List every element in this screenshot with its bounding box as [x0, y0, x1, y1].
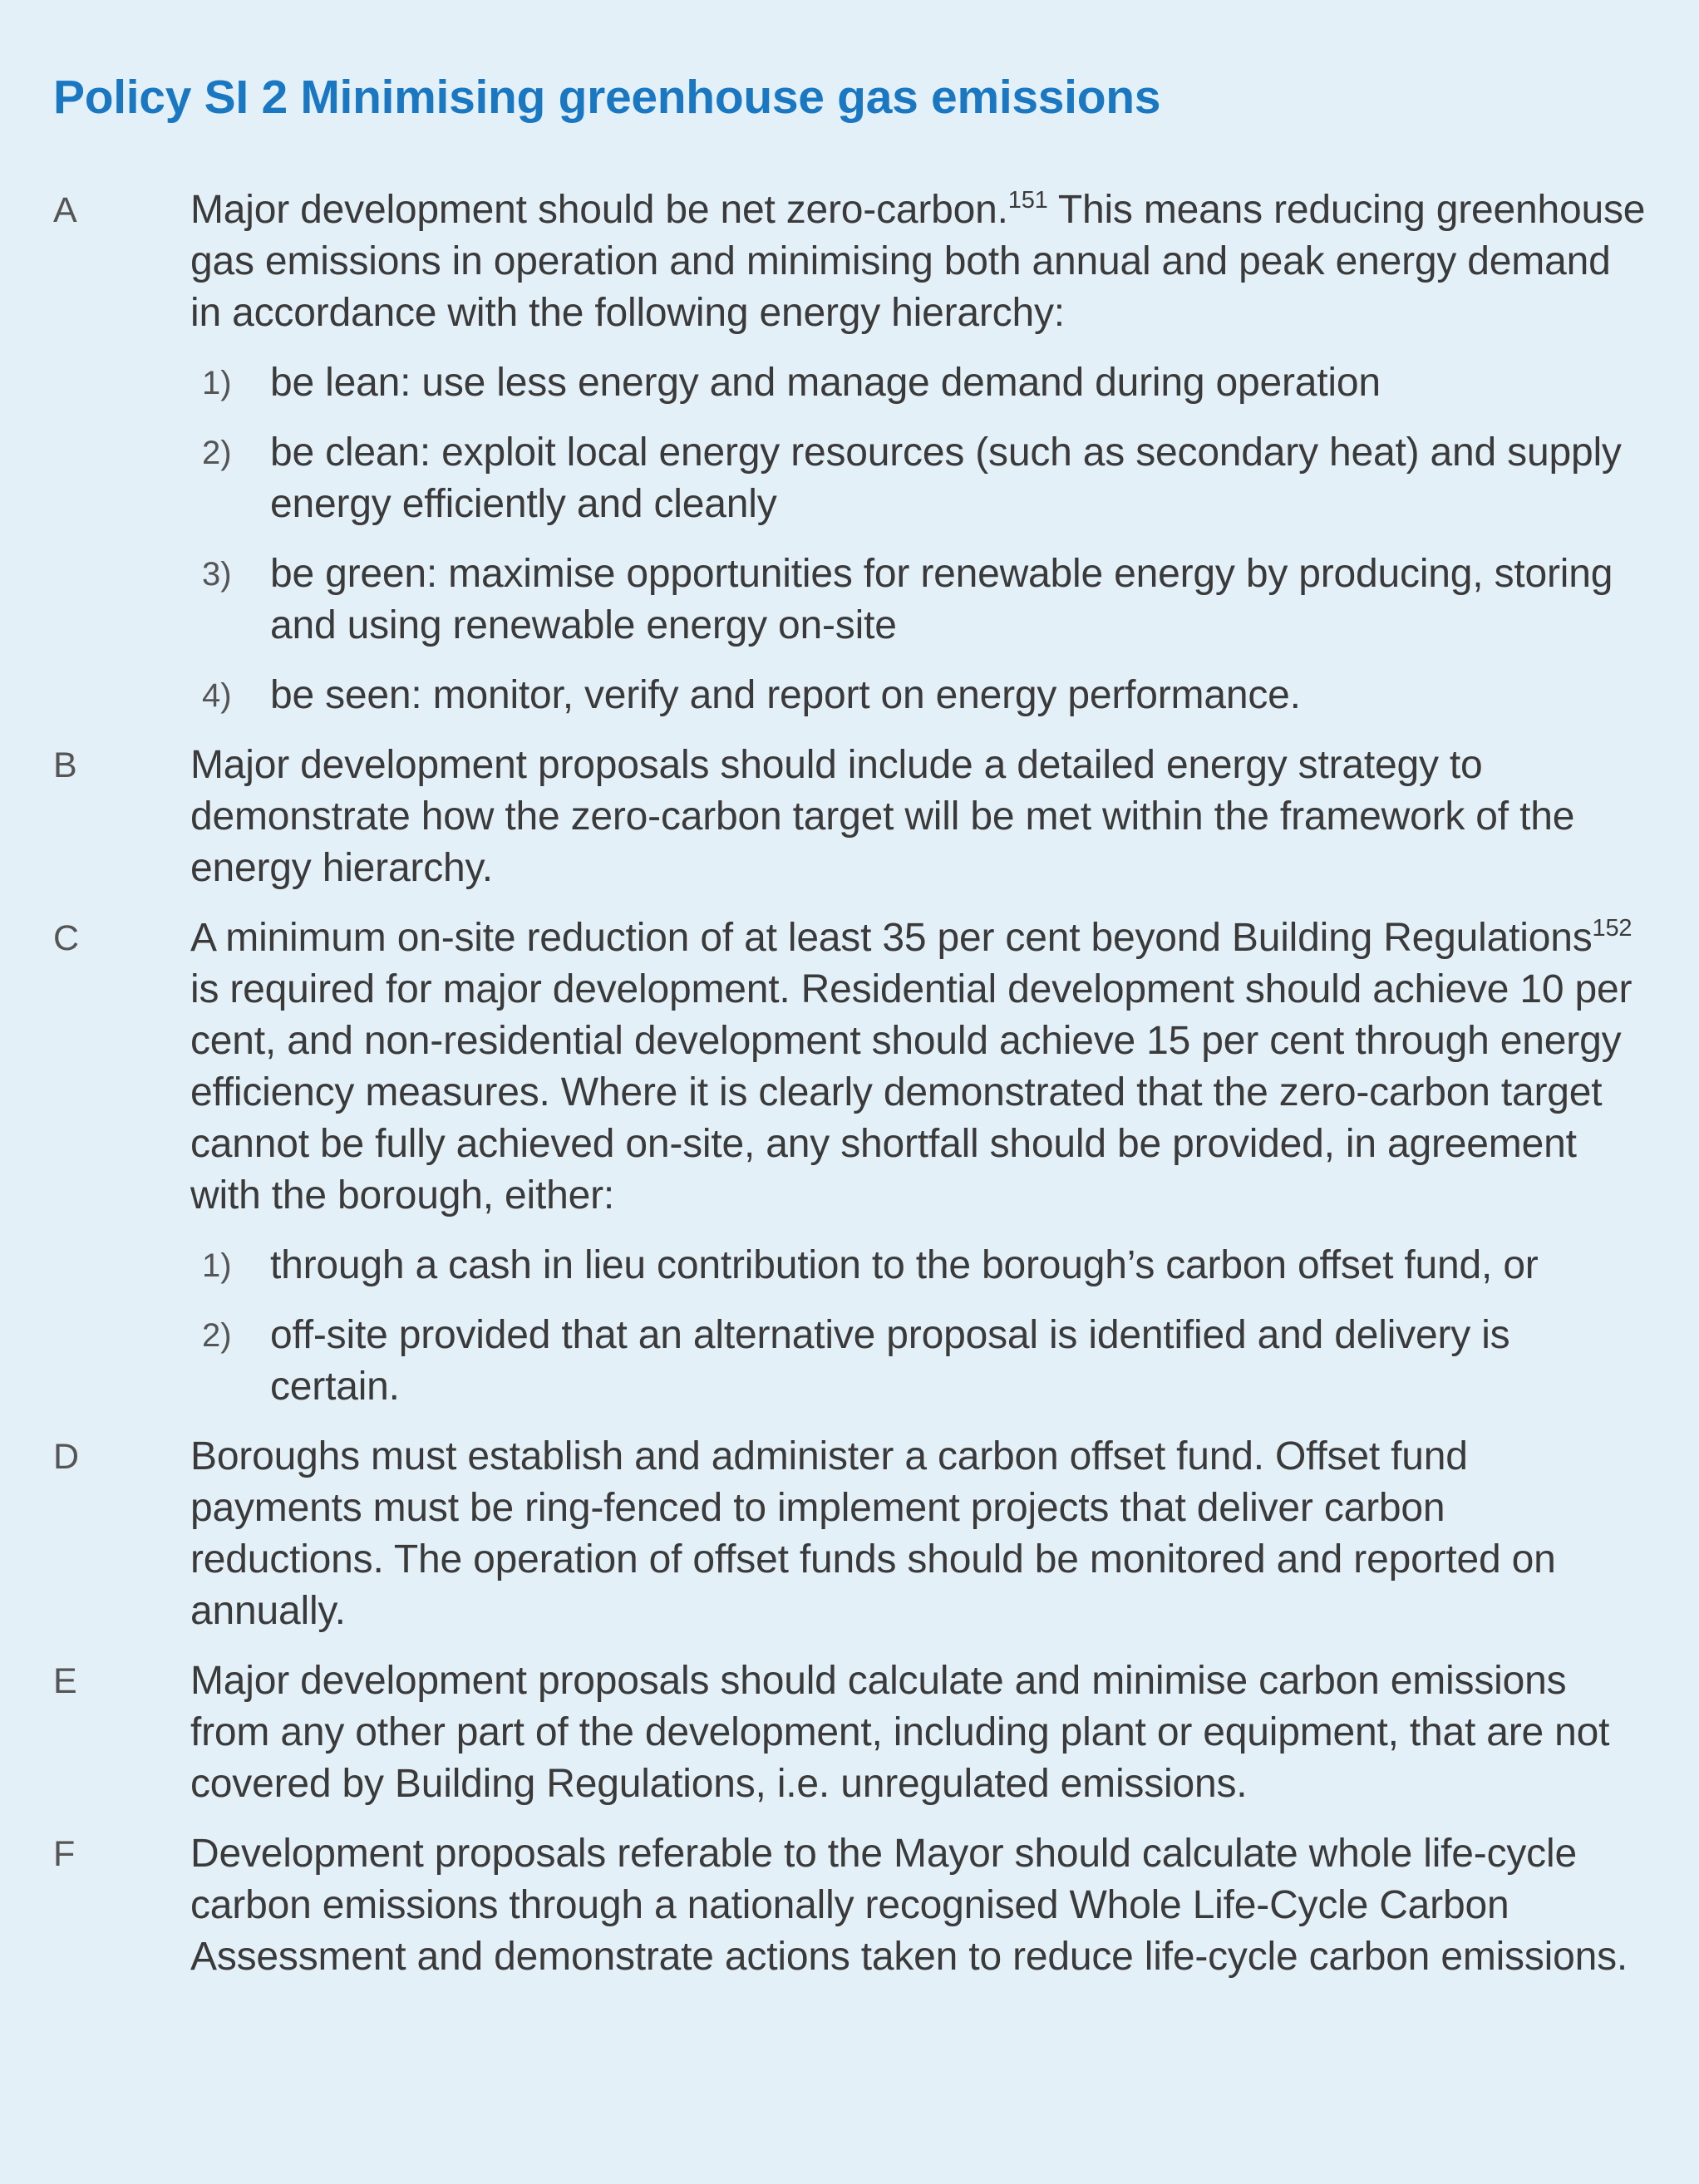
list-item-text: be clean: exploit local energy resources (such as secondary heat) and supply energy efficiently and cleanly: [270, 430, 1622, 526]
clause-text: Boroughs must establish and administer a carbon offset fund. Offset fund payments must be ring-fenced to implement projects that deliver carbon reductions. The operation of offset funds should be monitored and reported on annually.: [190, 1434, 1556, 1633]
list-item-text: be seen: monitor, verify and report on energy performance.: [270, 673, 1301, 717]
clause-f: [53, 1828, 1646, 1983]
list-item-number: 3): [202, 556, 232, 593]
shortfall-options-list: [190, 1240, 1646, 1413]
clause-text: [190, 184, 1646, 339]
clause-body: [190, 912, 1646, 1413]
list-item: [190, 1310, 1646, 1413]
clause-letter: A: [53, 190, 77, 230]
footnote-ref[interactable]: 152: [1592, 915, 1633, 942]
clause-text-part: Major development should be net zero-carbon.: [190, 188, 1008, 232]
list-item: [190, 670, 1646, 721]
clause-text: Major development proposals should include a detailed energy strategy to demonstrate how the zero-carbon target will be met within the framework of the energy hierarchy.: [190, 743, 1575, 890]
list-item: [190, 548, 1646, 652]
page-title: Policy SI 2 Minimising greenhouse gas emissions: [53, 71, 1161, 124]
clause-body: [190, 184, 1646, 721]
list-item-number: 1): [202, 1247, 232, 1284]
list-item-number: 2): [202, 1317, 232, 1354]
clause-body: [190, 1431, 1646, 1637]
clause-e: [53, 1655, 1646, 1810]
list-item-number: 4): [202, 677, 232, 714]
clause-text: Major development proposals should calculate and minimise carbon emissions from any other part of the development, including plant or equipment, that are not covered by Building Regulations, i.e. unregulated emissions.: [190, 1659, 1610, 1806]
clause-letter: C: [53, 918, 80, 958]
clause-text: [190, 912, 1646, 1222]
clause-text-part: This means reducing greenhouse gas emissions in operation and minimising both annual and peak energy demand in accordance with the following energy hierarchy:: [190, 188, 1646, 335]
clause-text-part: A minimum on-site reduction of at least 35 per cent beyond Building Regulations: [190, 916, 1593, 960]
energy-hierarchy-list: [190, 357, 1646, 721]
list-item-text: be green: maximise opportunities for renewable energy by producing, storing and using renewable energy on-site: [270, 552, 1613, 647]
list-item-text: be lean: use less energy and manage demand during operation: [270, 361, 1381, 405]
clause-b: [53, 740, 1646, 894]
clause-body: [190, 1828, 1646, 1983]
list-item-number: 2): [202, 435, 232, 471]
list-item-number: 1): [202, 365, 232, 401]
clause-c: [53, 912, 1646, 1413]
clause-a: [53, 184, 1646, 721]
list-item-text: through a cash in lieu contribution to the borough’s carbon offset fund, or: [270, 1243, 1539, 1287]
list-item-text: off-site provided that an alternative proposal is identified and delivery is certain.: [270, 1313, 1510, 1409]
clause-letter: D: [53, 1437, 80, 1477]
clause-d: [53, 1431, 1646, 1637]
clause-letter: F: [53, 1834, 76, 1874]
clause-text-part: is required for major development. Residential development should achieve 10 per cent, and non-residential development should achieve 15 per cent through energy efficiency measures. Where it is clearly demonstrated that the zero-carbon target cannot be fully achieved on-site, any shortfall should be provided, in agreement with the borough, either:: [190, 967, 1633, 1217]
clause-text: Development proposals referable to the Mayor should calculate whole life-cycle carbon emissions through a nationally recognised Whole Life-Cycle Carbon Assessment and demonstrate actions taken to reduce life-cycle carbon emissions.: [190, 1832, 1628, 1979]
footnote-ref[interactable]: 151: [1007, 187, 1048, 214]
list-item: [190, 357, 1646, 409]
clause-letter: B: [53, 745, 77, 785]
list-item: [190, 427, 1646, 530]
clause-letter: E: [53, 1661, 77, 1701]
clause-body: [190, 1655, 1646, 1810]
list-item: [190, 1240, 1646, 1291]
clause-body: [190, 740, 1646, 894]
